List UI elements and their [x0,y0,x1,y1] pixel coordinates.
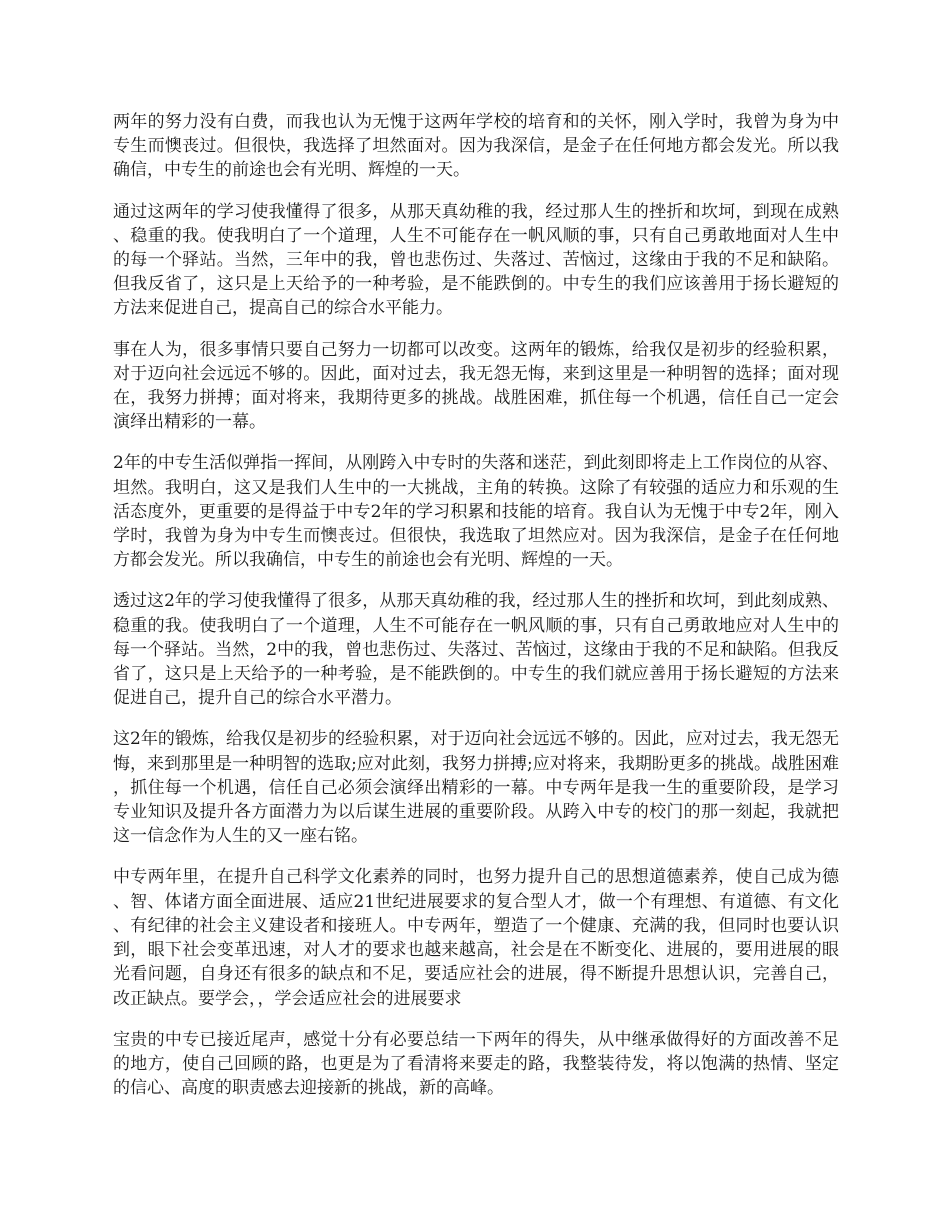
paragraph-3: 事在人为，很多事情只要自己努力一切都可以改变。这两年的锻炼，给我仅是初步的经验积累，对于迈向社会远远不够的。因此，面对过去，我无怨无悔，来到这里是一种明智的选择；面对现在，我努力拼搏；面对将来，我期待更多的挑战。战胜困难，抓住每一个机遇，信任自己一定会演绎出精彩的一幕。 [113,339,839,433]
document-body [113,110,839,1117]
paragraph-1: 两年的努力没有白费，而我也认为无愧于这两年学校的培育和的关怀，刚入学时，我曾为身为中专生而懊丧过。但很快，我选择了坦然面对。因为我深信，是金子在任何地方都会发光。所以我确信，中专生的前途也会有光明、辉煌的一天。 [113,112,839,181]
paragraph-4: 2年的中专生活似弹指一挥间，从刚跨入中专时的失落和迷茫，到此刻即将走上工作岗位的从容、坦然。我明白，这又是我们人生中的一大挑战，主角的转换。这除了有较强的适应力和乐观的生活态度外，更重要的是得益于中专2年的学习积累和技能的培育。我自认为无愧于中专2年，刚入学时，我曾为身为中专生而懊丧过。但很快，我选取了坦然应对。因为我深信，是金子在任何地方都会发光。所以我确信，中专生的前途也会有光明、辉煌的一天。 [113,453,839,571]
paragraph-5: 透过这2年的学习使我懂得了很多，从那天真幼稚的我，经过那人生的挫折和坎坷，到此刻成熟、稳重的我。使我明白了一个道理，人生不可能存在一帆风顺的事，只有自己勇敢地应对人生中的每一个驿站。当然，2中的我，曾也悲伤过、失落过、苦恼过，这缘由于我的不足和缺陷。但我反省了，这只是上天给予的一种考验，是不能跌倒的。中专生的我们就应善用于扬长避短的方法来促进自己，提升自己的综合水平潜力。 [113,591,839,709]
paragraph-7: 中专两年里，在提升自己科学文化素养的同时，也努力提升自己的思想道德素养，使自己成为德、智、体诸方面全面进展、适应21世纪进展要求的复合型人才，做一个有理想、有道德、有文化、有纪律的社会主义建设者和接班人。中专两年，塑造了一个健康、充满的我，但同时也要认识到，眼下社会变革迅速，对人才的要求也越来越高，社会是在不断变化、进展的，要用进展的眼光看问题，自身还有很多的缺点和不足，要适应社会的进展，得不断提升思想认识，完善自己，改正缺点。要学会，，学会适应社会的进展要求 [113,867,839,1009]
paragraph-6: 这2年的锻炼，给我仅是初步的经验积累，对于迈向社会远远不够的。因此，应对过去，我无怨无悔，来到那里是一种明智的选取;应对此刻，我努力拼搏;应对将来，我期盼更多的挑战。战胜困难，抓住每一个机遇，信任自己必须会演绎出精彩的一幕。中专两年是我一生的重要阶段，是学习专业知识及提升各方面潜力为以后谋生进展的重要阶段。从跨入中专的校门的那一刻起，我就把这一信念作为人生的又一座右铭。 [113,729,839,847]
paragraph-8: 宝贵的中专已接近尾声，感觉十分有必要总结一下两年的得失，从中继承做得好的方面改善不足的地方，使自己回顾的路，也更是为了看清将来要走的路，我整装待发，将以饱满的热情、坚定的信心、高度的职责感去迎接新的挑战，新的高峰。 [113,1029,839,1099]
paragraph-2: 通过这两年的学习使我懂得了很多，从那天真幼稚的我，经过那人生的挫折和坎坷，到现在成熟、稳重的我。使我明白了一个道理，人生不可能存在一帆风顺的事，只有自己勇敢地面对人生中的每一个驿站。当然，三年中的我，曾也悲伤过、失落过、苦恼过，这缘由于我的不足和缺陷。但我反省了，这只是上天给予的一种考验，是不能跌倒的。中专生的我们应该善用于扬长避短的方法来促进自己，提高自己的综合水平能力。 [113,201,839,319]
